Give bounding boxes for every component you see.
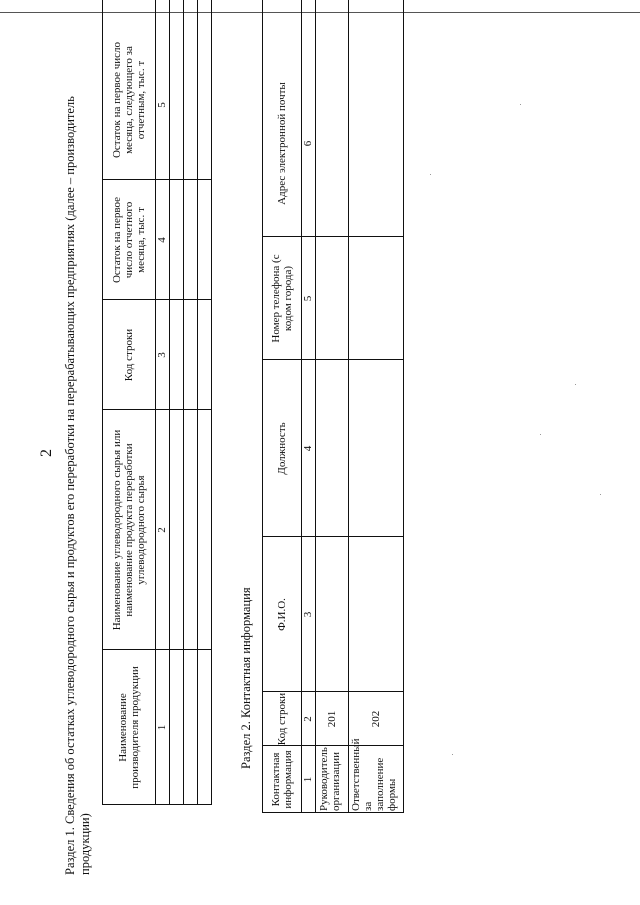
s2-header-fio: Ф.И.О. [275, 598, 288, 631]
s2-header-email: Адрес электронной почты [275, 82, 288, 205]
s2-colnum-3: 3 [302, 611, 314, 618]
s1-header-producer: Наименование производителя продукции [116, 666, 141, 789]
s1-header-row-code: Код строки [122, 328, 135, 382]
s2-header-contact: Контактная информация [269, 750, 294, 809]
s1-colnum-1: 1 [156, 724, 168, 731]
s2-colnum-1: 1 [302, 776, 314, 783]
s2-colnum-2: 2 [302, 716, 314, 722]
s1-header-balance-next: Остаток на первое число месяца, следующего за отчетным, тыс. т [110, 41, 147, 159]
s2-colnum-4: 4 [302, 445, 314, 452]
s2-row-label: Ответственный за заполнение формы [350, 738, 398, 811]
s2-row-code: 201 [325, 710, 338, 728]
s2-header-position: Должность [275, 422, 288, 475]
s1-header-balance-start: Остаток на первое число отчетного месяца, тыс. т [110, 196, 147, 284]
section1-title-continued: продукции) [78, 813, 92, 875]
s2-colnum-5: 5 [302, 295, 314, 302]
s1-header-product: Наименование углеводородного сырья или наименование продукта переработки углеводородного сырья [110, 429, 147, 631]
s2-header-phone: Номер телефона (с кодом города) [269, 254, 294, 343]
section2-title: Раздел 2. Контактная информация [239, 587, 253, 769]
s2-header-row-code: Код строки [275, 692, 288, 746]
s2-row-label: Руководитель организации [318, 747, 342, 811]
s2-colnum-6: 6 [302, 140, 314, 147]
s1-colnum-4: 4 [156, 237, 168, 243]
s2-row-code: 202 [369, 710, 382, 728]
page-number: 2 [38, 449, 55, 457]
s1-colnum-5: 5 [156, 102, 168, 108]
s1-colnum-3: 3 [156, 352, 168, 358]
s1-colnum-2: 2 [156, 527, 168, 533]
section1-title: Раздел 1. Сведения об остатках углеводородного сырья и продуктов его переработки на перерабатывающих предприятиях (далее – производитель [63, 96, 77, 875]
